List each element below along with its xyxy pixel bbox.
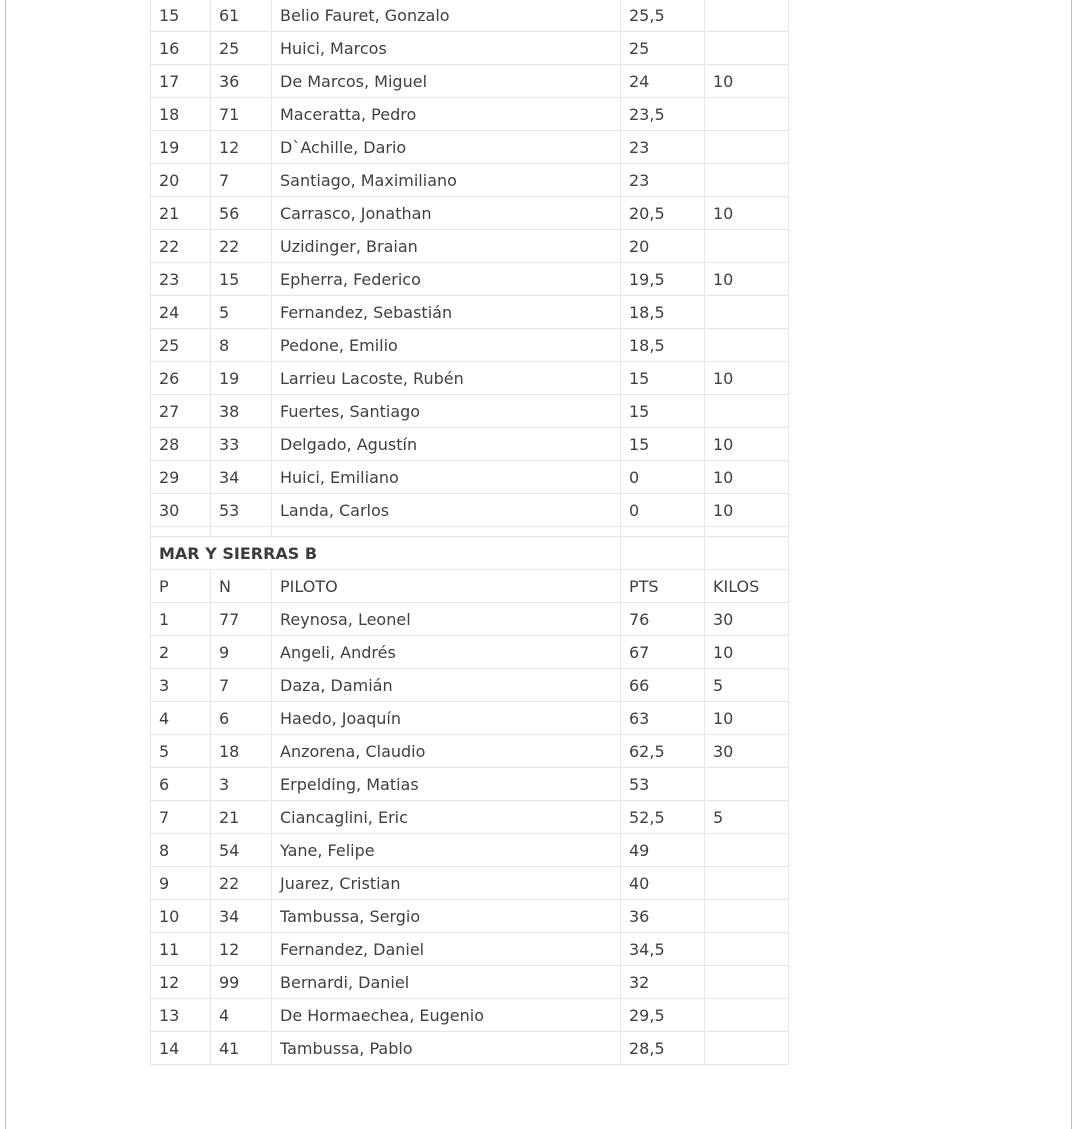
position-cell: 8 [151,834,211,867]
table-row [151,395,789,428]
number-cell: 8 [211,329,272,362]
number-cell: 34 [211,461,272,494]
spacer-cell [211,527,272,537]
pilot-name-cell: Reynosa, Leonel [272,603,621,636]
pilot-name-cell: Santiago, Maximiliano [272,164,621,197]
position-cell: 20 [151,164,211,197]
spacer-cell [151,527,211,537]
number-cell: 38 [211,395,272,428]
number-cell: 22 [211,230,272,263]
table-row [151,32,789,65]
kilos-cell: 10 [705,702,789,735]
kilos-cell: 10 [705,362,789,395]
kilos-cell [705,900,789,933]
kilos-cell: 10 [705,494,789,527]
pilot-name-cell: Haedo, Joaquín [272,702,621,735]
position-cell: 6 [151,768,211,801]
kilos-cell: 10 [705,636,789,669]
pilot-name-cell: Epherra, Federico [272,263,621,296]
points-cell: 25,5 [621,0,705,32]
pilot-name-cell: Belio Fauret, Gonzalo [272,0,621,32]
number-cell: 18 [211,735,272,768]
points-cell: 20,5 [621,197,705,230]
kilos-cell [705,933,789,966]
number-cell: 12 [211,131,272,164]
kilos-cell [705,329,789,362]
pilot-name-cell: Pedone, Emilio [272,329,621,362]
table-row [151,428,789,461]
points-cell: 24 [621,65,705,98]
table-row [151,164,789,197]
kilos-cell: 10 [705,263,789,296]
position-cell: 30 [151,494,211,527]
kilos-cell [705,296,789,329]
points-cell: 28,5 [621,1032,705,1065]
number-cell: 61 [211,0,272,32]
table-row [151,98,789,131]
points-cell: 23,5 [621,98,705,131]
table-row [151,999,789,1032]
points-cell: 29,5 [621,999,705,1032]
number-cell: 7 [211,669,272,702]
kilos-cell: 5 [705,801,789,834]
pilot-name-cell: Huici, Marcos [272,32,621,65]
position-cell: 11 [151,933,211,966]
points-cell: 19,5 [621,263,705,296]
points-cell: 25 [621,32,705,65]
points-cell: 66 [621,669,705,702]
pilot-name-cell: De Hormaechea, Eugenio [272,999,621,1032]
header-n: N [211,570,272,603]
position-cell: 22 [151,230,211,263]
spacer-cell [621,527,705,537]
position-cell: 5 [151,735,211,768]
position-cell: 16 [151,32,211,65]
number-cell: 25 [211,32,272,65]
table-row [151,933,789,966]
kilos-cell: 10 [705,428,789,461]
standings-table [150,0,789,1065]
points-cell: 18,5 [621,329,705,362]
points-cell: 36 [621,900,705,933]
points-cell: 15 [621,428,705,461]
points-cell: 49 [621,834,705,867]
number-cell: 99 [211,966,272,999]
spacer-cell [705,527,789,537]
section-title-empty-cell [621,537,705,570]
pilot-name-cell: Angeli, Andrés [272,636,621,669]
table-row [151,197,789,230]
number-cell: 5 [211,296,272,329]
pilot-name-cell: Huici, Emiliano [272,461,621,494]
table-row [151,768,789,801]
section-b-header [151,537,789,603]
section-spacer [151,527,789,537]
pilot-name-cell: De Marcos, Miguel [272,65,621,98]
number-cell: 53 [211,494,272,527]
pilot-name-cell: Bernardi, Daniel [272,966,621,999]
table-row [151,263,789,296]
table-row [151,603,789,636]
table-row [151,131,789,164]
position-cell: 14 [151,1032,211,1065]
position-cell: 24 [151,296,211,329]
table-row [151,867,789,900]
points-cell: 53 [621,768,705,801]
number-cell: 6 [211,702,272,735]
number-cell: 12 [211,933,272,966]
number-cell: 77 [211,603,272,636]
kilos-cell [705,98,789,131]
pilot-name-cell: Larrieu Lacoste, Rubén [272,362,621,395]
pilot-name-cell: Carrasco, Jonathan [272,197,621,230]
number-cell: 7 [211,164,272,197]
kilos-cell [705,834,789,867]
kilos-cell [705,230,789,263]
position-cell: 13 [151,999,211,1032]
table-row [151,966,789,999]
position-cell: 15 [151,0,211,32]
kilos-cell [705,999,789,1032]
table-row [151,834,789,867]
kilos-cell [705,0,789,32]
position-cell: 10 [151,900,211,933]
kilos-cell: 30 [705,603,789,636]
points-cell: 34,5 [621,933,705,966]
page-frame [5,0,1072,1129]
pilot-name-cell: Fuertes, Santiago [272,395,621,428]
table-row [151,362,789,395]
number-cell: 21 [211,801,272,834]
section-title-empty-cell [705,537,789,570]
section-b-rows [151,603,789,1065]
number-cell: 15 [211,263,272,296]
kilos-cell: 10 [705,197,789,230]
points-cell: 62,5 [621,735,705,768]
number-cell: 33 [211,428,272,461]
table-row [151,296,789,329]
table-row [151,461,789,494]
position-cell: 3 [151,669,211,702]
kilos-cell [705,966,789,999]
points-cell: 67 [621,636,705,669]
table-row [151,494,789,527]
position-cell: 2 [151,636,211,669]
points-cell: 76 [621,603,705,636]
number-cell: 19 [211,362,272,395]
number-cell: 71 [211,98,272,131]
section-title-row [151,537,789,570]
table-row [151,230,789,263]
kilos-cell: 30 [705,735,789,768]
standings-top-rows [151,0,789,527]
kilos-cell [705,164,789,197]
points-cell: 23 [621,131,705,164]
table-row [151,329,789,362]
points-cell: 15 [621,395,705,428]
pilot-name-cell: Delgado, Agustín [272,428,621,461]
position-cell: 7 [151,801,211,834]
table-row [151,801,789,834]
points-cell: 20 [621,230,705,263]
table-row [151,900,789,933]
pilot-name-cell: Landa, Carlos [272,494,621,527]
table-row [151,735,789,768]
pilot-name-cell: Erpelding, Matias [272,768,621,801]
pilot-name-cell: Fernandez, Daniel [272,933,621,966]
pilot-name-cell: D`Achille, Dario [272,131,621,164]
position-cell: 25 [151,329,211,362]
points-cell: 0 [621,494,705,527]
position-cell: 29 [151,461,211,494]
pilot-name-cell: Yane, Felipe [272,834,621,867]
kilos-cell [705,32,789,65]
number-cell: 41 [211,1032,272,1065]
number-cell: 54 [211,834,272,867]
header-piloto: PILOTO [272,570,621,603]
table-row [151,1032,789,1065]
spacer-cell [272,527,621,537]
number-cell: 34 [211,900,272,933]
table-row [151,636,789,669]
position-cell: 19 [151,131,211,164]
pilot-name-cell: Uzidinger, Braian [272,230,621,263]
pilot-name-cell: Maceratta, Pedro [272,98,621,131]
header-pts: PTS [621,570,705,603]
position-cell: 9 [151,867,211,900]
pilot-name-cell: Anzorena, Claudio [272,735,621,768]
position-cell: 1 [151,603,211,636]
kilos-cell: 5 [705,669,789,702]
spacer-body [151,527,789,537]
position-cell: 23 [151,263,211,296]
position-cell: 26 [151,362,211,395]
number-cell: 4 [211,999,272,1032]
table-row [151,669,789,702]
kilos-cell [705,395,789,428]
points-cell: 18,5 [621,296,705,329]
number-cell: 3 [211,768,272,801]
kilos-cell [705,131,789,164]
pilot-name-cell: Tambussa, Sergio [272,900,621,933]
points-cell: 32 [621,966,705,999]
number-cell: 36 [211,65,272,98]
position-cell: 27 [151,395,211,428]
number-cell: 56 [211,197,272,230]
kilos-cell [705,1032,789,1065]
table-row [151,65,789,98]
kilos-cell: 10 [705,461,789,494]
position-cell: 18 [151,98,211,131]
kilos-cell [705,768,789,801]
header-kilos: KILOS [705,570,789,603]
table-row [151,702,789,735]
points-cell: 52,5 [621,801,705,834]
column-header-row [151,570,789,603]
position-cell: 17 [151,65,211,98]
position-cell: 21 [151,197,211,230]
points-cell: 40 [621,867,705,900]
position-cell: 28 [151,428,211,461]
points-cell: 23 [621,164,705,197]
pilot-name-cell: Daza, Damián [272,669,621,702]
header-p: P [151,570,211,603]
number-cell: 22 [211,867,272,900]
table-row [151,0,789,32]
number-cell: 9 [211,636,272,669]
pilot-name-cell: Ciancaglini, Eric [272,801,621,834]
section-title: MAR Y SIERRAS B [151,537,621,570]
points-cell: 15 [621,362,705,395]
pilot-name-cell: Juarez, Cristian [272,867,621,900]
position-cell: 12 [151,966,211,999]
pilot-name-cell: Tambussa, Pablo [272,1032,621,1065]
points-cell: 0 [621,461,705,494]
kilos-cell [705,867,789,900]
points-cell: 63 [621,702,705,735]
position-cell: 4 [151,702,211,735]
pilot-name-cell: Fernandez, Sebastián [272,296,621,329]
kilos-cell: 10 [705,65,789,98]
